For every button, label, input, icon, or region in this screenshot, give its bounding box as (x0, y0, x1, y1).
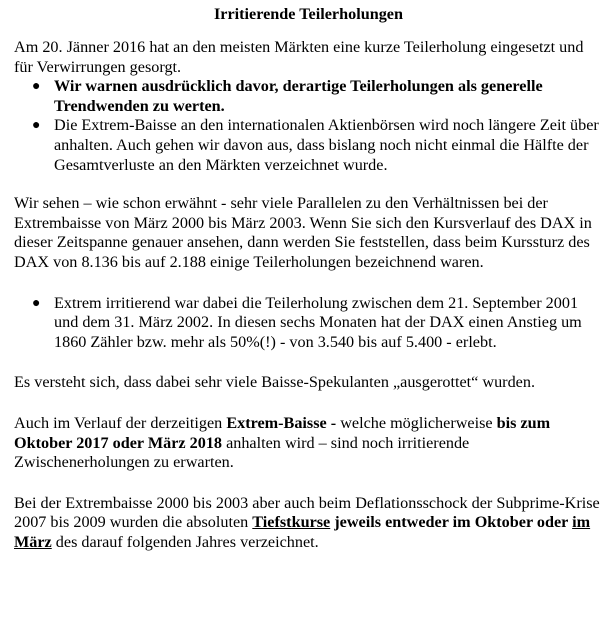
paragraph-lows (14, 494, 603, 553)
bullet-icon: ● (32, 79, 41, 95)
document-title: Irritierende Teilerholungen (213, 5, 403, 23)
bold-underline-segment (252, 513, 330, 531)
bold-segment: Extrem-Baisse - (226, 413, 337, 432)
underline-segment: im März (14, 513, 591, 551)
text-segment: anhalten wird – sind noch irritierende Zwischenerholungen zu erwarten. (14, 433, 470, 472)
paragraph-speculators: Es versteht sich, dass dabei sehr viele Baisse-Spekulanten „ausgerottet“ wurden. (14, 373, 535, 392)
bullet-text-warning: Wir warnen ausdrücklich davor, derartige Teilerholungen als generelle Trendwenden zu werten. (54, 77, 543, 115)
bullet-list-warnings (14, 77, 603, 175)
bold-segment: jeweils entweder im Oktober oder (330, 513, 573, 532)
bullet-text-baisse: Die Extrem-Baisse an den internationalen Aktienbörsen wird noch längere Zeit über anhalten. Auch gehen wir davon aus, dass bislang noch nicht einmal die Hälfte der Gesamtverluste an den Märkten verzeichnet wurde. (54, 116, 599, 174)
paragraph-intro: Am 20. Jänner 2016 hat an den meisten Märkten eine kurze Teilerholung eingesetzt und für Verwirrungen gesorgt. (14, 38, 584, 76)
bullet-icon: ● (32, 295, 41, 311)
bullet-text-dax: Extrem irritierend war dabei die Teilerholung zwischen dem 21. September 2001 und dem 31. März 2002. In diesen sechs Monaten hat der DAX einen Anstieg um 1860 Zähler bzw. mehr als 50%(!) - von 3.540 bis auf 5.400 - erlebt. (54, 293, 582, 351)
bullet-item-baisse (32, 116, 603, 175)
text-segment: welche möglicherweise (336, 413, 497, 432)
paragraph-parallels: Wir sehen – wie schon erwähnt - sehr viele Parallelen zu den Verhältnissen bei der Extrembaisse von März 2000 bis März 2003. Wenn Sie sich den Kursverlauf des DAX in dieser Zeitspanne genauer ansehen, dann werden Sie feststellen, dass beim Kurssturz des DAX von 8.136 bis auf 2.188 einige Teilerholungen bezeichnend waren. (14, 194, 592, 271)
bold-segment: bis zum Oktober 2017 oder März 2018 (14, 413, 551, 452)
text-segment: des darauf folgenden Jahres verzeichnet. (51, 532, 319, 551)
bullet-list-dax (14, 294, 603, 353)
bullet-item-dax (32, 293, 603, 353)
text-segment: Auch im Verlauf der derzeitigen (14, 413, 227, 432)
paragraph-current-baisse (14, 414, 603, 473)
bullet-icon: ● (32, 118, 41, 134)
text-segment: Bei der Extrembaisse 2000 bis 2003 aber auch beim Deflationsschock der Subprime-Krise 2007 bis 2009 wurden die absoluten (14, 493, 600, 532)
bullet-item-warning (32, 77, 603, 116)
underline-segment: Tiefstkurse (252, 513, 331, 532)
